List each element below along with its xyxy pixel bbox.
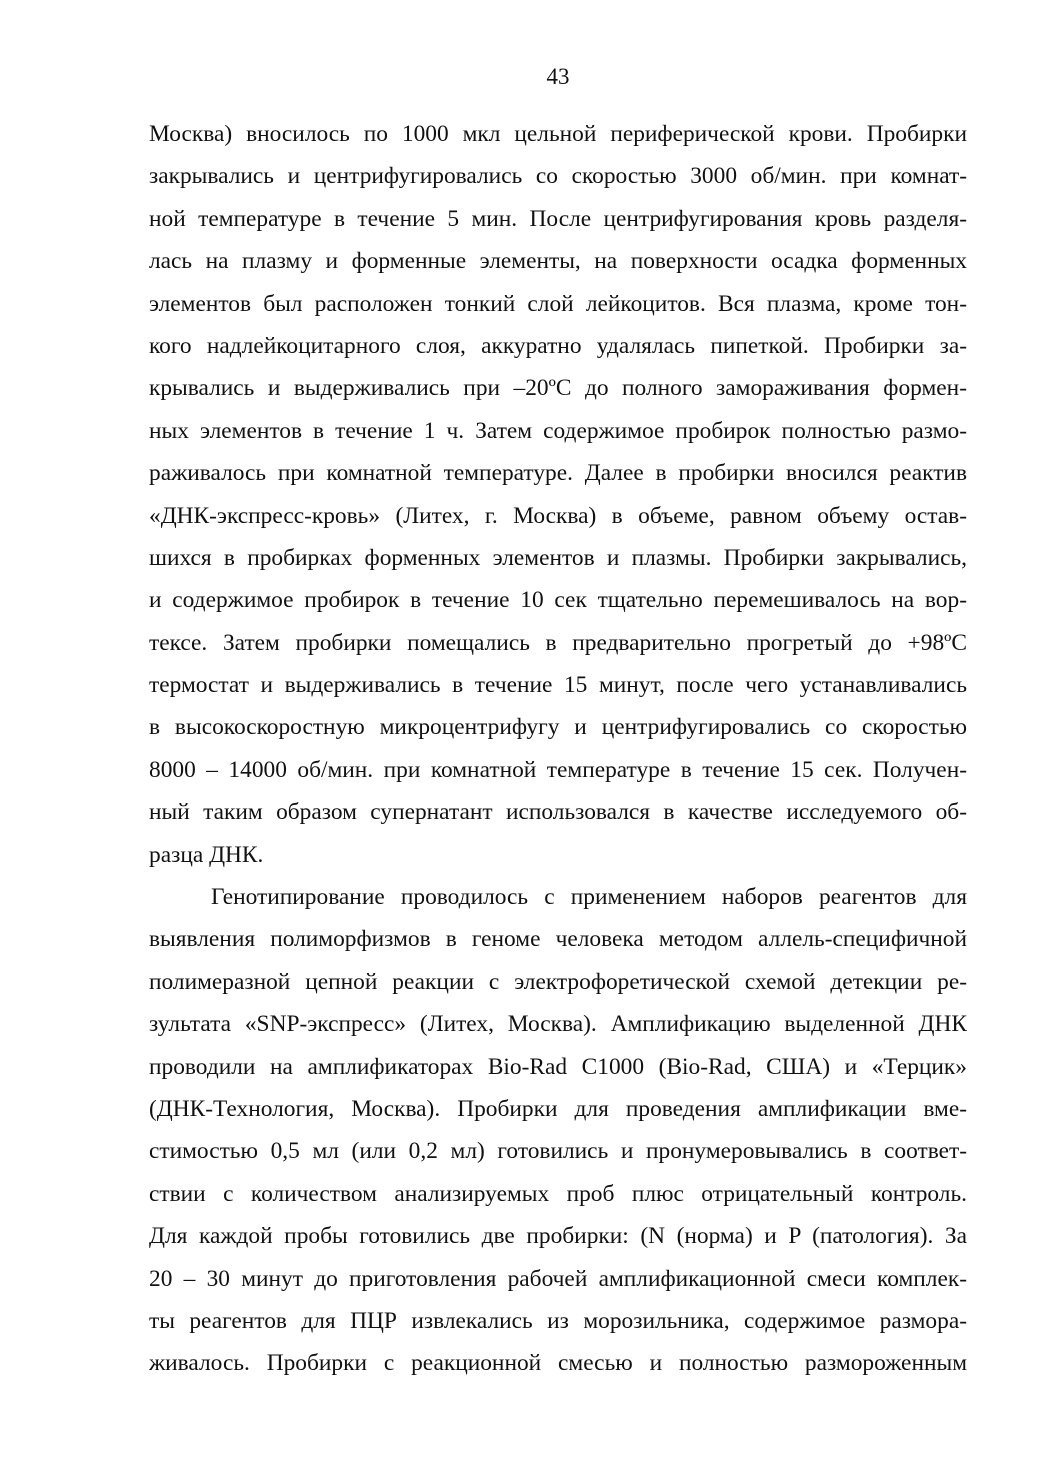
text-line: Для каждой пробы готовились две пробирки: (N (норма) и P (патология). За [149,1223,967,1250]
text-line: и содержимое пробирок в течение 10 сек тщательно перемешивалось на вор- [149,587,967,614]
text-line: ты реагентов для ПЦР извлекались из морозильника, содержимое размора- [149,1307,967,1334]
text-line: (ДНК-Технология, Москва). Пробирки для проведения амплификации вме- [149,1095,967,1122]
paragraph [149,118,967,881]
text-line: разца ДНК. [149,841,264,868]
page-number: 43 [546,64,570,89]
text-line: раживалось при комнатной температуре. Далее в пробирки вносился реактив [149,460,967,487]
text-line: проводили на амплификаторах Bio-Rad C1000 (Bio-Rad, США) и «Терцик» [149,1053,967,1080]
text-line: элементов был расположен тонкий слой лейкоцитов. Вся плазма, кроме тон- [149,290,967,317]
text-line: ной температуре в течение 5 мин. После центрифугирования кровь разделя- [149,205,967,232]
text-line: ный таким образом супернатант использовался в качестве исследуемого об- [149,799,967,826]
text-line: Москва) вносилось по 1000 мкл цельной периферической крови. Пробирки [149,121,967,147]
text-line: стимостью 0,5 мл (или 0,2 мл) готовились и пронумеровывались в соответ- [149,1138,967,1165]
text-line: тексе. Затем пробирки помещались в предварительно прогретый до +98ºС [149,629,967,656]
text-line: 20 – 30 минут до приготовления рабочей амплификационной смеси комплек- [149,1265,967,1292]
text-line: полимеразной цепной реакции с электрофоретической схемой детекции ре- [149,968,967,995]
text-line: живалось. Пробирки с реакционной смесью и полностью размороженным [149,1350,967,1377]
text-line: Генотипирование проводилось с применением наборов реагентов для [211,884,967,911]
text-line: лась на плазму и форменные элементы, на поверхности осадка форменных [149,248,967,275]
text-line: «ДНК-экспресс-кровь» (Литех, г. Москва) в объеме, равном объему остав- [149,502,967,529]
body-text [149,118,967,1390]
text-line: выявления полиморфизмов в геноме человека методом аллель-специфичной [149,926,967,953]
text-line: закрывались и центрифугировались со скоростью 3000 об/мин. при комнат- [149,163,967,190]
text-line: 8000 – 14000 об/мин. при комнатной температуре в течение 15 сек. Получен- [149,756,967,783]
text-line: зультата «SNP-экспресс» (Литех, Москва). Амплификацию выделенной ДНК [149,1011,967,1038]
text-line: крывались и выдерживались при –20ºС до полного замораживания формен- [149,375,967,402]
text-line: шихся в пробирках форменных элементов и плазмы. Пробирки закрывались, [149,544,967,571]
paragraph [149,881,967,1390]
text-line: ных элементов в течение 1 ч. Затем содержимое пробирок полностью размо- [149,417,967,444]
text-line: термостат и выдерживались в течение 15 минут, после чего устанавливались [149,672,967,699]
text-line: в высокоскоростную микроцентрифугу и центрифугировались со скоростью [149,714,967,741]
text-line: кого надлейкоцитарного слоя, аккуратно удалялась пипеткой. Пробирки за- [149,332,967,359]
text-line: ствии с количеством анализируемых проб плюс отрицательный контроль. [149,1180,967,1207]
